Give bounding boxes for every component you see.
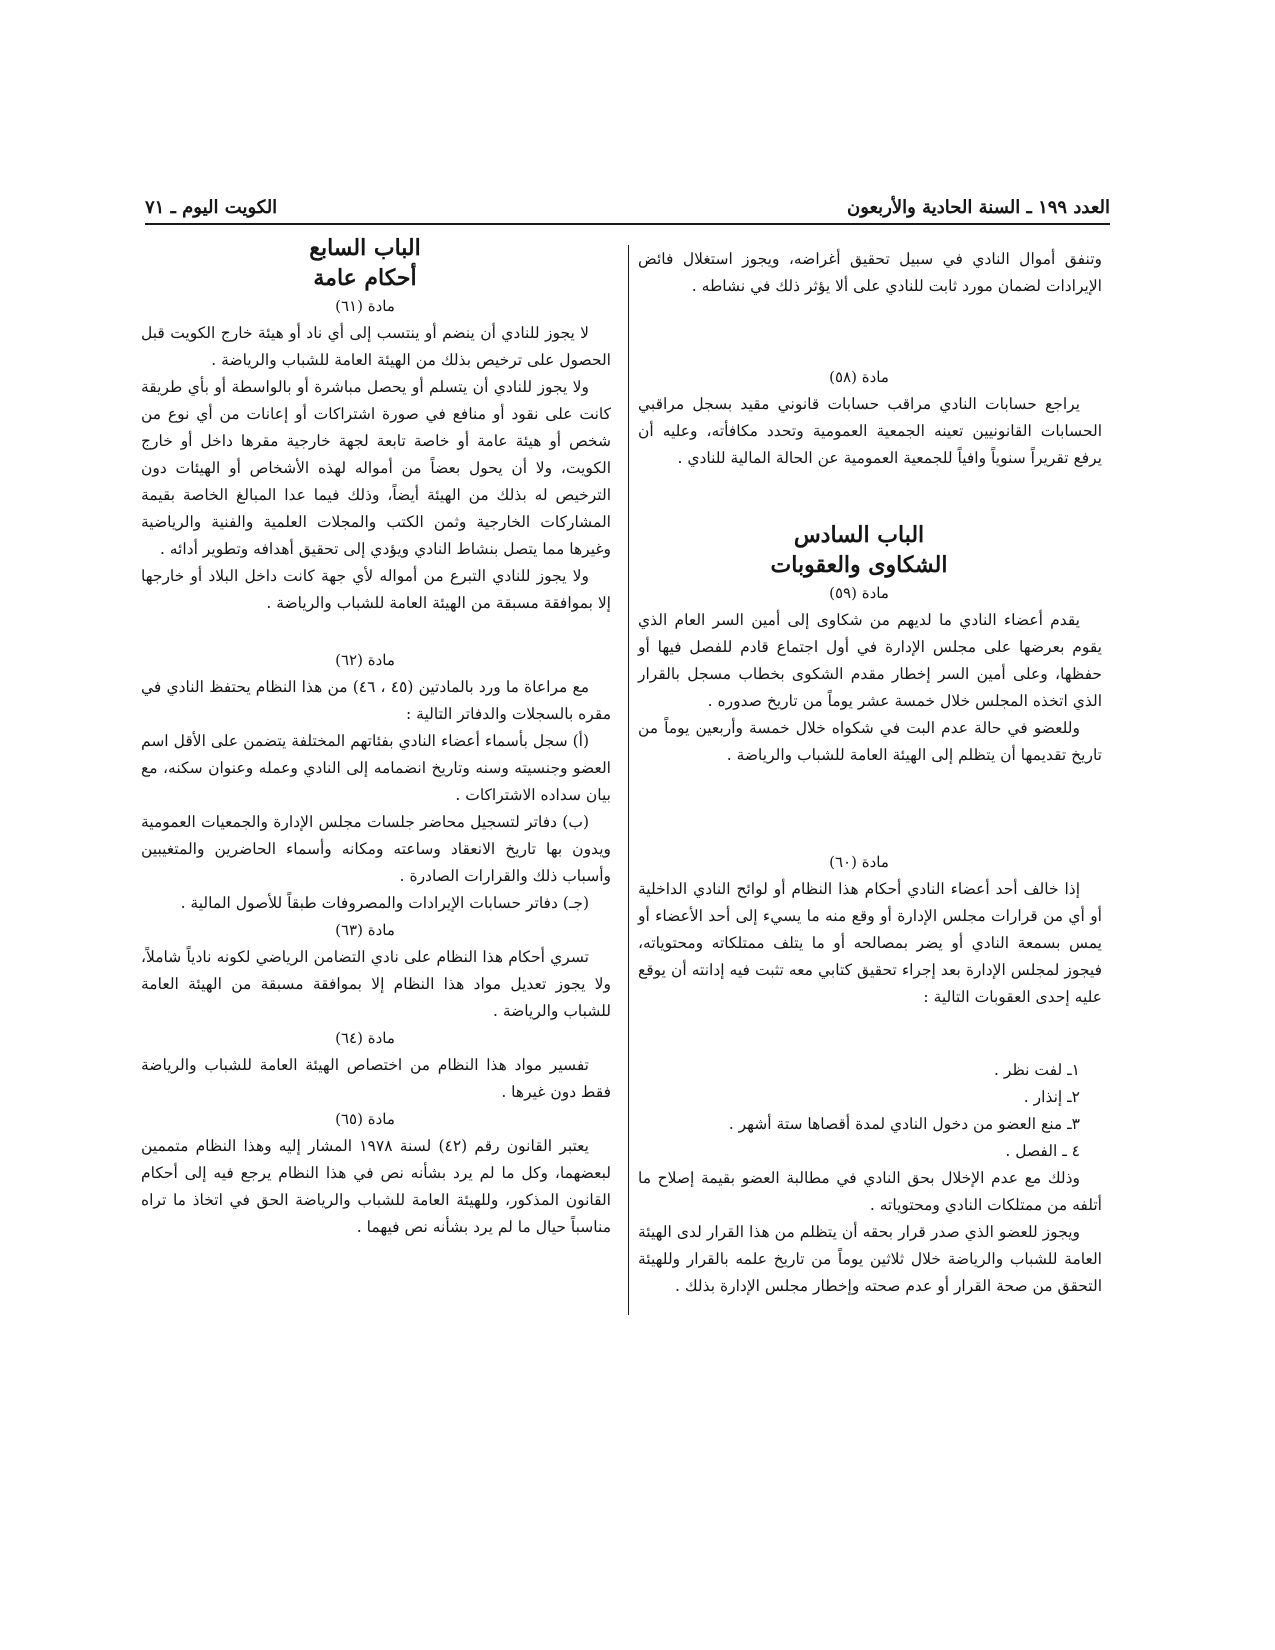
list-item: ٣ـ منع العضو من دخول النادي لمدة أقصاها ستة أشهر . (728, 1115, 1080, 1133)
article-64-paragraph-1: تفسير مواد هذا النظام من اختصاص الهيئة العامة للشباب والرياضة فقط دون غيرها . (141, 1056, 611, 1101)
article-62-item-c: (جـ) دفاتر حسابات الإيرادات والمصروفات طبقاً للأصول المالية . (180, 894, 589, 912)
article-62-item-b: (ب) دفاتر لتسجيل محاضر جلسات مجلس الإدارة والجمعيات العمومية ويدون بها تاريخ الانعقاد وساعته ومكانه وأسماء الحاضرين والمتغيبين وأسباب ذلك والقرارات الصادرة . (141, 813, 611, 885)
chapter-6-title: الباب السادس (793, 522, 925, 548)
continued-paragraph: وتنفق أموال النادي في سبيل تحقيق أغراضه، ويجوز استغلال فائض الإيرادات لضمان مورد ثابت للنادي على ألا يؤثر ذلك في نشاطه . (638, 250, 1102, 295)
article-62-paragraph-1: مع مراعاة ما ورد بالمادتين (٤٥ ، ٤٦) من هذا النظام يحتفظ النادي في مقره بالسجلات والدفاتر التالية : (141, 678, 611, 723)
article-59-paragraph-1: يقدم أعضاء النادي ما لديهم من شكاوى إلى أمين السر العام الذي يقوم بعرضها على مجلس الإدارة في أول اجتماع قادم للفصل فيها أو حفظها، وعلى أمين السر إخطار مقدم الشكوى بخطاب مسجل بالقرار الذي اتخذه المجلس خلال خمسة عشر يوماً من تاريخ صدوره . (638, 611, 1102, 710)
list-item: ٤ ـ الفصل . (1005, 1142, 1080, 1160)
article-65-paragraph-1: يعتبر القانون رقم (٤٢) لسنة ١٩٧٨ المشار إليه وهذا النظام متممين لبعضهما، وكل ما لم يرد بشأنه نص في هذا النظام يرجع فيه إلى أحكام القانون المذكور، وللهيئة العامة للشباب والرياضة الحق في اتخاذ ما تراه مناسباً حيال ما لم يرد بشأنه نص فيهما . (141, 1137, 611, 1236)
right-column (638, 246, 1102, 1300)
article-63-title: مادة (٦٣) (335, 921, 395, 939)
article-62-item-a: (أ) سجل بأسماء أعضاء النادي بفئاتهم المختلفة يتضمن على الأقل اسم العضو وجنسيته وسنه وتاريخ انضمامه إلى النادي وعمله وعنوان سكنه، مع بيان سداده الاشتراكات . (141, 732, 611, 804)
article-62-title: مادة (٦٢) (335, 651, 395, 669)
issue-number: العدد ١٩٩ ـ السنة الحادية والأربعون (846, 197, 1110, 218)
column-divider (628, 245, 629, 1315)
article-58-text: يراجع حسابات النادي مراقب حسابات قانوني مقيد بسجل مراقبي الحسابات القانونيين تعينه الجمعية العمومية وتحدد مكافأته، وعليه أن يرفع تقريراً سنوياً وافياً للجمعية العمومية عن الحالة المالية للنادي . (638, 395, 1102, 467)
left-column (141, 233, 611, 1241)
list-item: ١ـ لفت نظر . (994, 1061, 1080, 1079)
list-item: ٢ـ إنذار . (1023, 1088, 1080, 1106)
article-61-paragraph-1: لا يجوز للنادي أن ينضم أو ينتسب إلى أي ناد أو هيئة خارج الكويت قبل الحصول على ترخيص بذلك من الهيئة العامة للشباب والرياضة . (141, 324, 611, 369)
article-59-title: مادة (٥٩) (829, 584, 889, 602)
article-59-paragraph-2: وللعضو في حالة عدم البت في شكواه خلال خمسة وأربعين يوماً من تاريخ تقديمها أن يتظلم إلى الهيئة العامة للشباب والرياضة . (638, 719, 1102, 764)
article-60-title: مادة (٦٠) (829, 853, 889, 871)
article-60-paragraph-3: ويجوز للعضو الذي صدر قرار بحقه أن يتظلم من هذا القرار لدى الهيئة العامة للشباب والرياضة خلال ثلاثين يوماً من تاريخ علمه بالقرار وللهيئة التحقق من صحة القرار أو عدم صحته وإخطار مجلس الإدارة بذلك . (638, 1223, 1102, 1295)
article-61-title: مادة (٦١) (335, 297, 395, 315)
page-header (145, 197, 1110, 225)
article-63-paragraph-1: تسري أحكام هذا النظام على نادي التضامن الرياضي لكونه نادياً شاملاً، ولا يجوز تعديل مواد هذا النظام إلا بموافقة مسبقة من الهيئة العامة للشباب والرياضة . (141, 948, 611, 1020)
chapter-6-subtitle: الشكاوى والعقوبات (770, 552, 948, 578)
article-65-title: مادة (٦٥) (335, 1110, 395, 1128)
article-61-paragraph-2: ولا يجوز للنادي أن يتسلم أو يحصل مباشرة أو بالواسطة أو بأي طريقة كانت على نقود أو منافع في صورة اشتراكات أو إعانات من أي نوع من شخص أو هيئة عامة أو خاصة تابعة لجهة خارجية مقرها داخل أو خارج الكويت، ولا أن يحول بعضاً من أمواله لهذه الأشخاص أو الهيئات دون الترخيص له بذلك من الهيئة أيضاً، وذلك فيما عدا المبالغ الخاصة بقيمة المشاركات الخارجية وثمن الكتب والمجلات العلمية والفنية والرياضية وغيرها مما يتصل بنشاط النادي ويؤدي إلى تحقيق أهدافه وتطوير أدائه . (141, 378, 611, 558)
penalties-list (638, 1057, 1102, 1165)
article-61-paragraph-3: ولا يجوز للنادي التبرع من أمواله لأي جهة كانت داخل البلاد أو خارجها إلا بموافقة مسبقة من الهيئة العامة للشباب والرياضة . (141, 567, 611, 612)
article-60-paragraph-1: إذا خالف أحد أعضاء النادي أحكام هذا النظام أو لوائح النادي الداخلية أو أي من قرارات مجلس الإدارة أو وقع منه ما يسيء إلى أحد الأعضاء أو يمس بسمعة النادي أو يضر بمصالحه أو ما يتلف ممتلكاته ومحتوياته، فيجوز لمجلس الإدارة بعد إجراء تحقيق كتابي معه تثبت فيه إدانته أن يوقع عليه إحدى العقوبات التالية : (638, 880, 1102, 1006)
article-60-paragraph-2: وذلك مع عدم الإخلال بحق النادي في مطالبة العضو بقيمة إصلاح ما أتلفه من ممتلكات النادي ومحتوياته . (638, 1169, 1102, 1214)
chapter-7-title: الباب السابع (309, 235, 421, 261)
article-58-title: مادة (٥٨) (829, 368, 889, 386)
newspaper-page-title: الكويت اليوم ـ ٧١ (145, 197, 278, 218)
article-64-title: مادة (٦٤) (335, 1029, 395, 1047)
chapter-7-subtitle: أحكام عامة (313, 265, 417, 291)
